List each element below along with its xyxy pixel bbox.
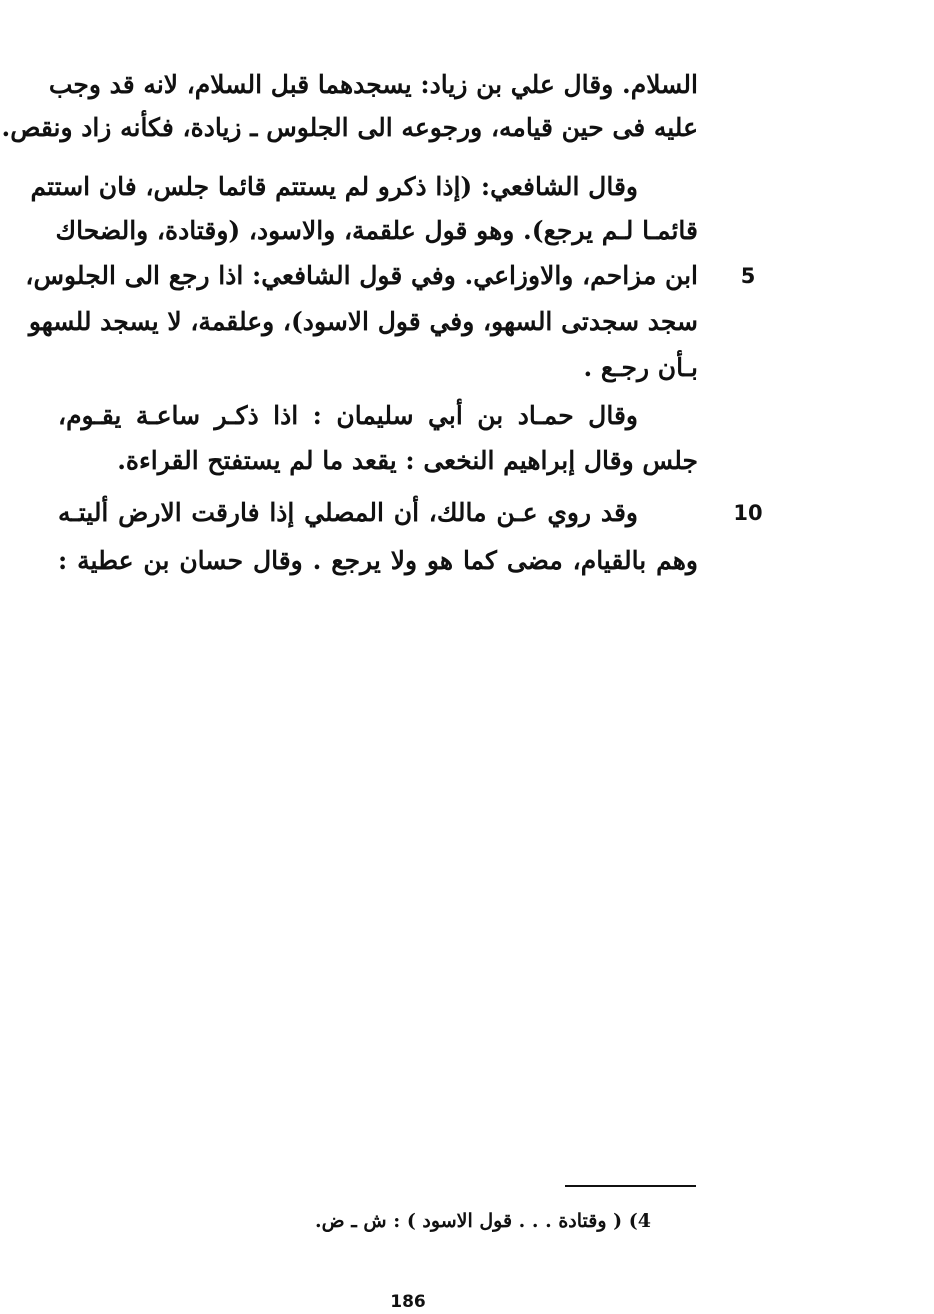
text-line-6: سجد سجدتى السهو، وفي قول الاسود)، وعلقمة، لا يسجد للسهو xyxy=(28,307,698,336)
text-line-7: بـأن رجـع . xyxy=(583,353,698,382)
line-number-5: 5 xyxy=(740,264,756,288)
text-line-9: جلس وقال إبراهيم النخعى : يقعد ما لم يستفتح القراءة. xyxy=(117,446,698,475)
text-line-1: السلام. وقال علي بن زياد: يسجدهما قبل السلام، لانه قد وجب xyxy=(48,70,698,99)
text-line-11: وهم بالقيام، مضى كما هو ولا يرجع . وقال حسان بن عطية : xyxy=(58,546,698,575)
text-line-3: وقال الشافعي: (إذا ذكرو لم يستتم قائما جلس، فان استتم xyxy=(30,172,638,201)
footnote-divider xyxy=(565,1185,696,1187)
text-line-4: قائمـا لـم يرجع). وهو قول علقمة، والاسود، (وقتادة، والضحاك xyxy=(55,216,698,245)
page-number: 186 xyxy=(390,1292,426,1312)
text-line-5: ابن مزاحم، والاوزاعي. وفي قول الشافعي: اذا رجع الى الجلوس، xyxy=(25,261,698,290)
footnote: 4) ( وقتادة . . . قول الاسود ) : ش ـ ض. xyxy=(315,1210,651,1232)
text-line-8: وقال حمـاد بن أبي سليمان : اذا ذكـر ساعـة يقـوم، xyxy=(58,401,638,430)
text-line-10: وقد روي عـن مالك، أن المصلي إذا فارقت الارض أليتـه xyxy=(58,498,638,527)
text-line-2: عليه فى حين قيامه، ورجوعه الى الجلوس ـ زيادة، فكأنه زاد ونقص. xyxy=(1,113,698,142)
line-number-10: 10 xyxy=(733,501,763,525)
